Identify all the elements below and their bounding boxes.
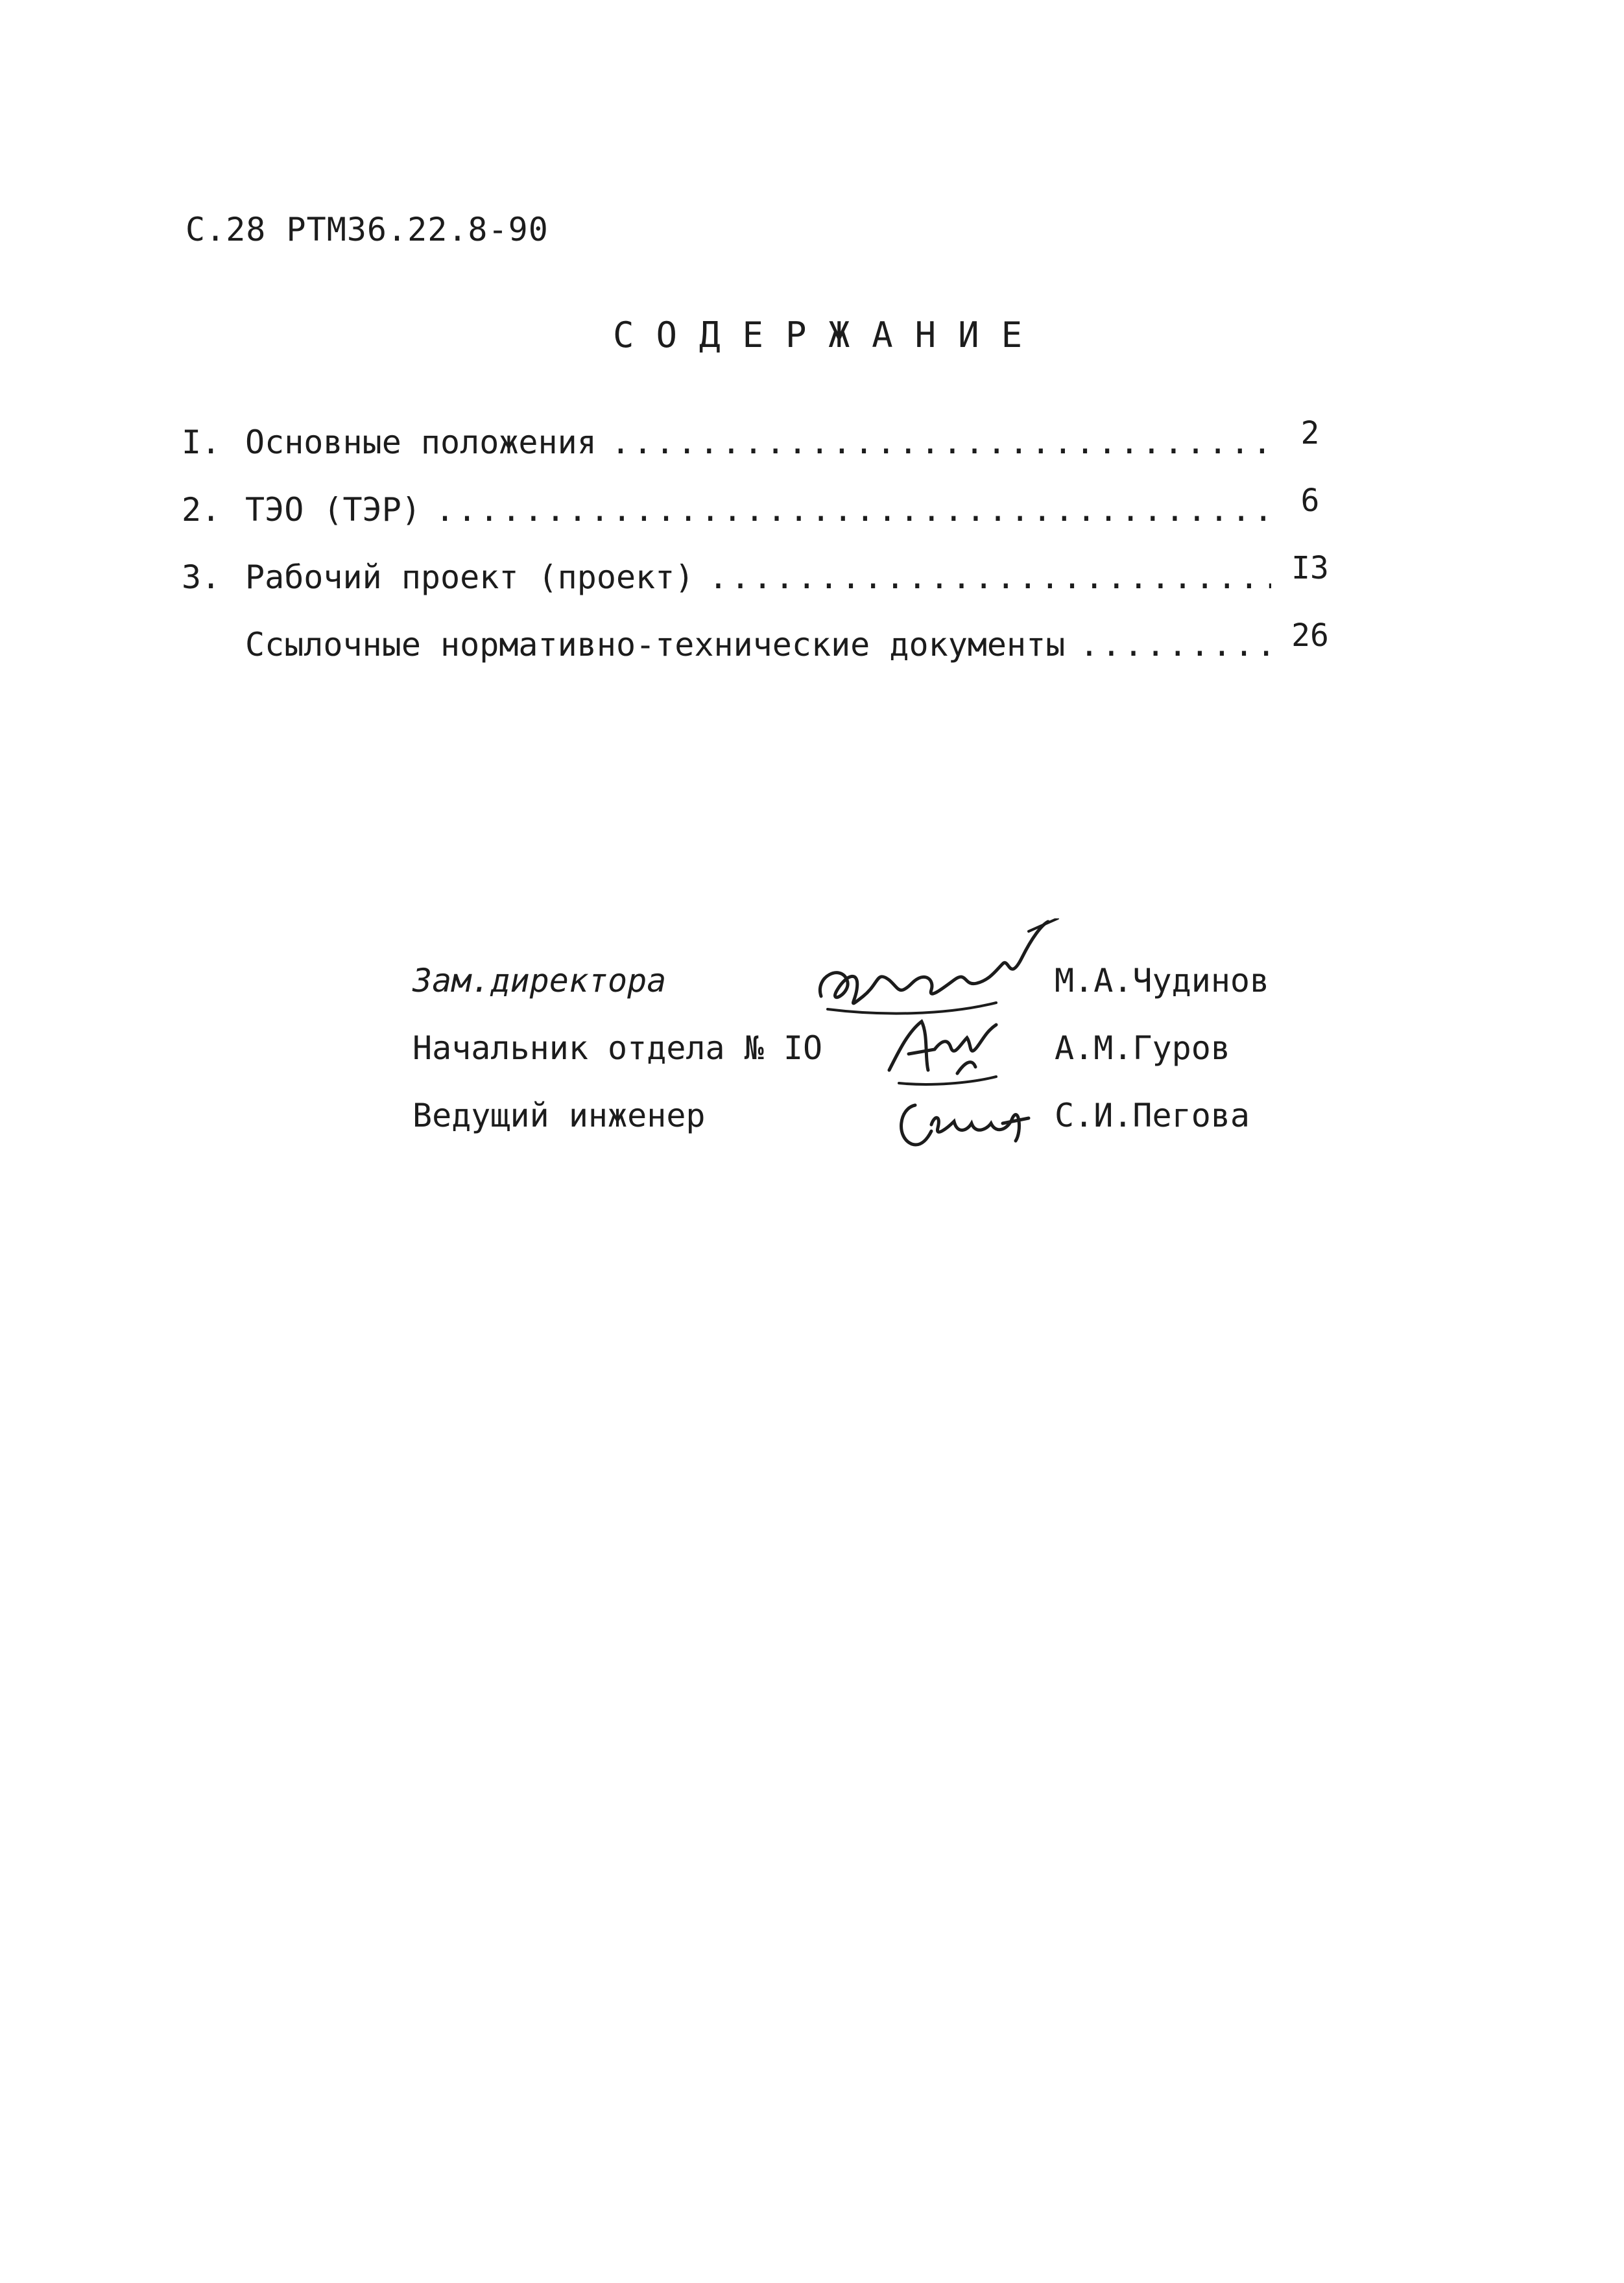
toc-dot-leader <box>1079 611 1271 678</box>
toc-entry-number: I. <box>182 424 221 461</box>
toc-entry-page: 26 <box>1291 617 1329 654</box>
toc-entry-label: Ссылочные нормативно-технические документы <box>245 626 1066 663</box>
toc-entry-page: 6 <box>1300 483 1320 519</box>
toc-heading: СОДЕРЖАНИЕ <box>613 315 1045 355</box>
signature-row <box>412 1082 1320 1149</box>
handwritten-signature-icon <box>802 1053 1087 1177</box>
toc-entry-3[interactable] <box>182 544 1343 611</box>
toc-entry-4[interactable] <box>182 611 1343 678</box>
toc-dot-leader <box>611 409 1271 476</box>
toc-entry-label: ТЭО (ТЭР) <box>245 491 421 529</box>
toc-entry-number: 3. <box>182 558 221 596</box>
signatory-title: Ведущий инженер <box>412 1097 706 1134</box>
toc-dot-leader <box>435 476 1271 544</box>
toc-entry-number: 2. <box>182 491 221 529</box>
toc-entry-2[interactable] <box>182 476 1343 544</box>
toc-entry-label: Основные положения <box>245 424 597 461</box>
toc-dot-leader <box>708 544 1271 611</box>
signatory-name: А.М.Гуров <box>1055 1029 1230 1067</box>
toc-entry-1[interactable] <box>182 409 1343 476</box>
signature-block <box>412 947 1320 1149</box>
signatory-title: Зам.директора <box>412 962 667 999</box>
table-of-contents <box>182 409 1343 678</box>
toc-entry-page: 2 <box>1300 415 1320 451</box>
toc-entry-label: Рабочий проект (проект) <box>245 558 695 596</box>
toc-entry-page: I3 <box>1291 550 1329 586</box>
signatory-name: С.И.Пегова <box>1055 1097 1250 1134</box>
page-reference: С.28 РТМ36.22.8-90 <box>185 211 549 248</box>
signatory-title: Начальник отдела № IO <box>412 1029 823 1067</box>
signatory-name: М.А.Чудинов <box>1055 962 1270 999</box>
